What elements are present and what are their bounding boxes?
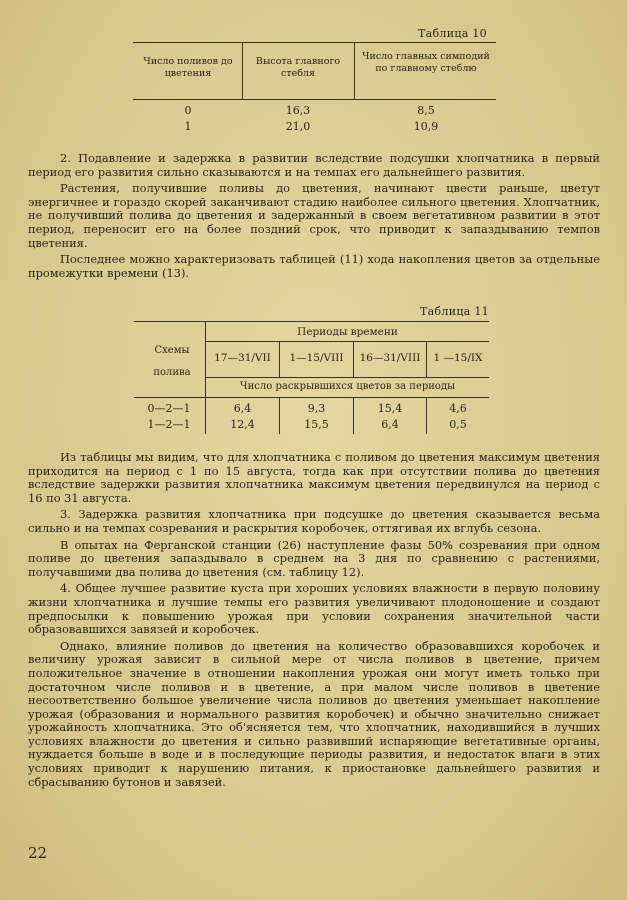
paragraph: Растения, получившие поливы до цветения, начинают цвести раньше, цветут энергичнее и гораздо скорей заканчивают стадию наиболее сильного цветения. Хлопчатник, не получивший полива до цветения и задержанный в своем вегетативном развитии в этот период, переносит его на более поздний срок, что приводит к запаздыванию темпов цветения. [28,181,600,250]
table11-cell: 6,4 [233,402,252,415]
table11-scheme-header: Схемы полива [153,345,191,378]
paragraph: Последнее можно характеризовать таблицей (11) хода накопления цветов за отдельные промежутки времени (13). [28,252,600,280]
table11-cell: 6,4 [381,418,399,431]
table11-scheme: 1—2—1 [147,418,191,431]
table10-cell: 10,9 [413,120,439,133]
paragraph: 4. Общее лучшее развитие куста при хороших условиях влажности в первую половину жизни хлопчатника и лучшие темпы его развития увеличивают плодоношение и создают предпосылки к повышению урожая при условии сохранения значительной части образовавшихся завязей и коробочек. [28,581,600,637]
table10-cell: 1 [184,120,192,133]
paragraph: В опытах на Ферганской станции (26) наступление фазы 50% созревания при одном поливе до цветения запаздывало в среднем на 3 дня по сравнению с растениями, получавшими два полива до цветения (см. таблицу 12). [28,537,600,579]
table10-cell: 21,0 [285,120,311,133]
table10-header-sympodia: Число главных симподий по главному стеблю [362,51,490,74]
paragraph: 2. Подавление и задержка в развитии вследствие подсушки хлопчатника в первый период его развития сильно сказываются и на темпах его дальнейшего развития. [28,151,600,179]
paragraph: Из таблицы мы видим, что для хлопчатника с поливом до цветения максимум цветения приходится на период с 1 по 15 августа, тогда как при отсутствии полива до цветения вследствие задержки развития хлопчатника максимум цветения передвинулся на период с 16 по 31 августа. [28,450,600,505]
table11-cell: 15,4 [377,402,403,415]
table10-caption: Таблица 10 [418,27,487,40]
page-number: 22 [28,844,48,862]
table11-period: 1—15/VIII [289,352,344,364]
text-block-2 [28,451,600,789]
table11-periods-header: Периоды времени [297,326,398,338]
table11-period: 16—31/VIII [359,352,421,364]
table11-subheader: Число раскрывшихся цветов за периоды [239,381,456,392]
text-block-1 [28,152,600,280]
table10-cell: 8,5 [417,104,435,117]
table11-period: 17—31/VII [214,352,271,364]
paragraph: 3. Задержка развития хлопчатника при подсушке до цветения сказывается весьма сильно и на темпах созревания и раскрытия коробочек, оттягивая их вглубь сезона. [28,507,600,535]
table11-cell: 4,6 [449,402,467,415]
table11-cell: 12,4 [230,418,255,431]
table10-header-waterings: Число поливов до цветения [143,56,233,79]
table11-cell: 0,5 [449,418,467,431]
table11-scheme: 0—2—1 [147,402,191,415]
table11-period: 1 —15/IX [433,352,483,364]
table10-header-height: Высота главного стебля [255,56,341,79]
table11-cell: 9,3 [307,402,326,415]
table11-caption: Таблица 11 [420,305,489,318]
paragraph: Однако, влияние поливов до цветения на количество образовавшихся коробочек и величину урожая зависит в сильной мере от числа поливов в цветение, причем положительное значение в отношении накопления урожая они могут иметь только при достаточном числе поливов и в цветение, а при малом числе поливов в цветение несоответственно большое увеличение числа поливов до цветения уменьшает накопление урожая (образования и нормального развития коробочек) и обычно значительно снижает урожайность хлопчатника. Это об'ясняется тем, что хлопчатник, находившийся в лучших условиях влажности до цветения и сильно развивший испаряющие вегетативные органы, нуждается больше в воде и в последующие периоды развития, и недостаток влаги в этих условиях приводит к нарушению питания, к приостановке дальнейшего развития и сбрасыванию бутонов и завязей. [28,638,600,789]
table11-cell: 15,5 [304,418,329,431]
table10-cell: 0 [184,104,192,117]
table10-cell: 16,3 [285,104,311,117]
